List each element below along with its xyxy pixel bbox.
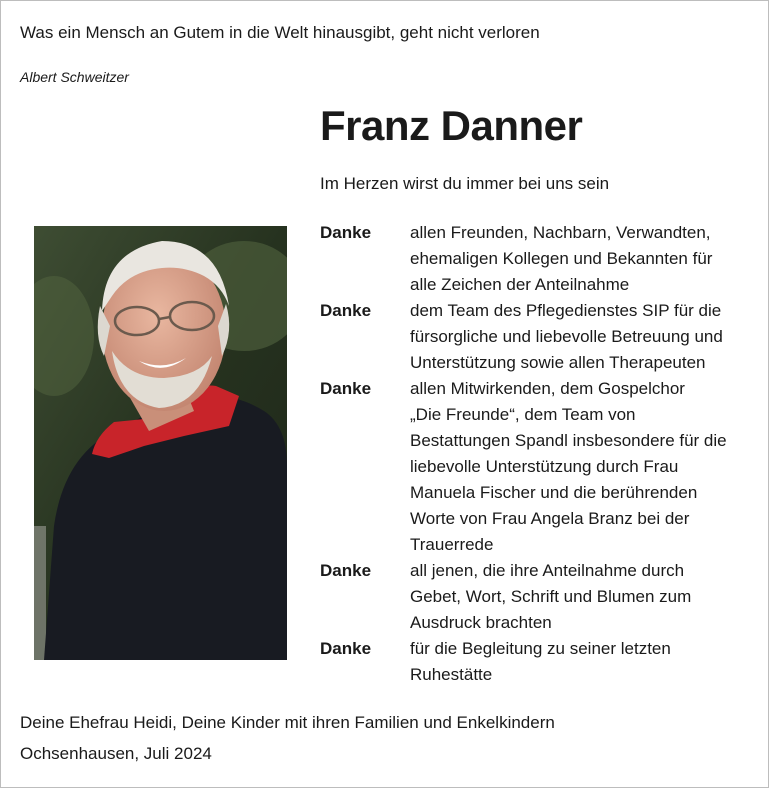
thanks-word: Danke	[320, 301, 372, 320]
thanks-item	[320, 558, 765, 636]
thanks-item	[320, 376, 765, 558]
thanks-item	[320, 636, 765, 688]
deceased-name: Franz Danner	[320, 102, 583, 149]
place-date: Ochsenhausen, Juli 2024	[20, 744, 212, 763]
family-signature: Deine Ehefrau Heidi, Deine Kinder mit ihren Familien und Enkelkindern	[20, 713, 555, 732]
thanks-item	[320, 220, 765, 298]
thanks-item	[320, 298, 765, 376]
thanks-text: für die Begleitung zu seiner letzten Ruhestätte	[410, 639, 671, 684]
thanks-text: all jenen, die ihre Anteilnahme durch Gebet, Wort, Schrift und Blumen zum Ausdruck brachten	[410, 561, 692, 632]
thanks-text: dem Team des Pflegedienstes SIP für die fürsorgliche und liebevolle Betreuung und Unterstützung sowie allen Therapeuten	[410, 301, 723, 372]
portrait-photo	[34, 226, 287, 660]
thanks-word: Danke	[320, 379, 372, 398]
thanks-word: Danke	[320, 561, 372, 580]
subtitle: Im Herzen wirst du immer bei uns sein	[320, 174, 610, 193]
thanks-list	[320, 220, 765, 688]
thanks-word: Danke	[320, 223, 372, 242]
thanks-text: allen Mitwirkenden, dem Gospelchor „Die Freunde“, dem Team von Bestattungen Spandl insbesondere für die liebevolle Unterstützung durch Frau Manuela Fischer und die berührenden Worte von Frau Angela Branz bei der Trauerrede	[410, 379, 727, 554]
quote-text: Was ein Mensch an Gutem in die Welt hinausgibt, geht nicht verloren	[20, 23, 540, 42]
quote-author: Albert Schweitzer	[20, 69, 129, 85]
thanks-word: Danke	[320, 639, 372, 658]
thanks-text: allen Freunden, Nachbarn, Verwandten, ehemaligen Kollegen und Bekannten für alle Zeichen der Anteilnahme	[410, 223, 713, 294]
